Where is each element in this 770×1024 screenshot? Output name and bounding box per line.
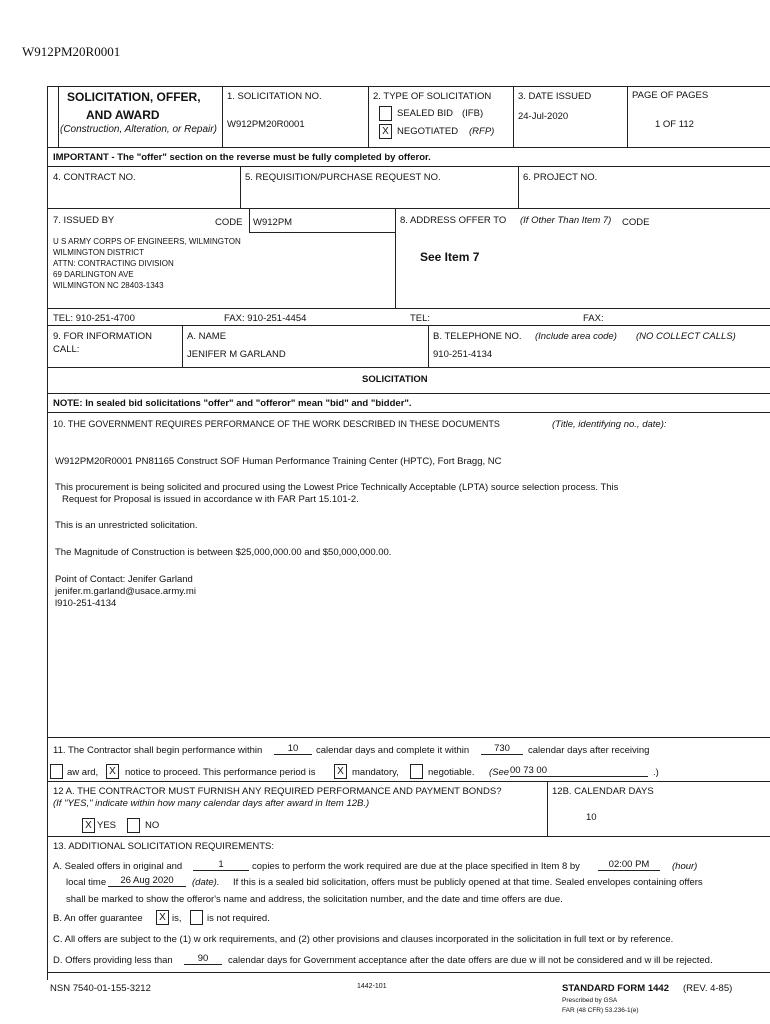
- address-offer-note: (If Other Than Item 7): [520, 215, 612, 226]
- footer-far: FAR (48 CFR) 53.236-1(e): [562, 1007, 639, 1014]
- info-phone-note1: (Include area code): [535, 331, 617, 342]
- row-line: [47, 325, 770, 326]
- copies-value[interactable]: 1: [193, 859, 249, 871]
- offer-fax: FAX:: [583, 313, 604, 324]
- info-phone-note2: (NO COLLECT CALLS): [636, 331, 736, 342]
- hour-label: (hour): [672, 861, 698, 872]
- issuer-address-line2: WILMINGTON DISTRICT: [53, 248, 144, 257]
- item13c-text: C. All offers are subject to the (1) w ork requirements, and (2) other provisions and clauses incorporated in the solicitation in full text or by reference.: [53, 934, 674, 945]
- negotiable-label: negotiable.: [428, 767, 475, 778]
- info-name-label: A. NAME: [187, 331, 227, 342]
- sealed-bid-abbr: (IFB): [462, 108, 484, 119]
- form-title-line1: SOLICITATION, OFFER,: [67, 90, 201, 104]
- bonds-no-checkbox[interactable]: [127, 818, 140, 833]
- item13a-text5: shall be marked to show the offeror's name and address, the solicitation number, and the date and time offers are due.: [66, 894, 563, 905]
- desc-procurement-line1: This procurement is being solicited and procured using the Lowest Price Technically Acceptable (LPTA) source selection process. This: [55, 482, 619, 493]
- item11-text2: calendar days and complete it within: [316, 745, 470, 756]
- document-header-code: W912PM20R0001: [22, 44, 121, 59]
- row-line: [47, 147, 770, 148]
- issued-by-code-value: W912PM: [253, 217, 293, 228]
- guarantee-not-checkbox[interactable]: [190, 910, 203, 925]
- divider: [222, 86, 223, 147]
- footer-code: 1442-101: [357, 983, 387, 990]
- item12b-value: 10: [586, 812, 597, 823]
- desc-procurement-line2: Request for Proposal is issued in accordance w ith FAR Part 15.101-2.: [62, 494, 359, 505]
- divider: [240, 166, 241, 208]
- divider: [547, 781, 548, 836]
- sealed-bid-label: SEALED BID: [397, 108, 453, 119]
- solicitation-type-label: 2. TYPE OF SOLICITATION: [373, 91, 492, 102]
- desc-unrestricted: This is an unrestricted solicitation.: [55, 520, 198, 531]
- footer-form: STANDARD FORM 1442: [562, 983, 669, 994]
- solicitation-section-heading: SOLICITATION: [362, 374, 428, 385]
- row-line: [47, 972, 770, 973]
- item11-text1: 11. The Contractor shall begin performance within: [53, 745, 263, 756]
- negotiated-label: NEGOTIATED: [397, 126, 459, 137]
- acceptance-days-value[interactable]: 90: [184, 953, 222, 965]
- divider: [368, 86, 369, 147]
- bonds-yes-checkbox[interactable]: X: [82, 818, 95, 833]
- contract-no-label: 4. CONTRACT NO.: [53, 172, 136, 183]
- issuer-address-line5: WILMINGTON NC 28403-1343: [53, 281, 164, 290]
- divider: [627, 86, 628, 147]
- desc-title: W912PM20R0001 PN81165 Construct SOF Human Performance Training Center (HPTC), Fort Bragg, NC: [55, 456, 502, 467]
- address-offer-value: See Item 7: [420, 250, 480, 264]
- row-line: [47, 781, 770, 782]
- row-line: [47, 367, 770, 368]
- see-label: (See: [489, 767, 510, 778]
- project-no-label: 6. PROJECT NO.: [523, 172, 598, 183]
- award-checkbox[interactable]: [50, 764, 63, 779]
- issuer-address-line3: ATTN: CONTRACTING DIVISION: [53, 259, 174, 268]
- item13d-text1: D. Offers providing less than: [53, 955, 173, 966]
- footer-prescribed: Prescribed by GSA: [562, 997, 618, 1004]
- page-of-pages-label: PAGE OF PAGES: [632, 90, 709, 101]
- item13a-text2: copies to perform the work required are due at the place specified in Item 8 by: [252, 861, 580, 872]
- row-line: [47, 308, 770, 309]
- guarantee-is-checkbox[interactable]: X: [156, 910, 169, 925]
- divider: [395, 208, 396, 308]
- issued-by-code-label: CODE: [215, 217, 243, 228]
- solicitation-no-value: W912PM20R0001: [227, 119, 305, 130]
- page-of-pages-value: 1 OF 112: [655, 119, 694, 130]
- divider: [513, 86, 514, 147]
- info-label-line1: 9. FOR INFORMATION: [53, 331, 153, 342]
- ntp-checkbox[interactable]: X: [106, 764, 119, 779]
- row-line: [47, 836, 770, 837]
- bonds-yes-label: YES: [97, 820, 117, 831]
- row-line: [47, 412, 770, 413]
- desc-poc-phone: l910-251-4134: [55, 598, 117, 609]
- issuer-address-line1: U S ARMY CORPS OF ENGINEERS, WILMINGTON: [53, 237, 241, 246]
- complete-days-value[interactable]: 730: [481, 743, 523, 755]
- item12a-note: (If "YES," indicate within how many calendar days after award in Item 12B.): [53, 798, 370, 809]
- sealed-bid-checkbox[interactable]: [379, 106, 392, 121]
- issuer-address-line4: 69 DARLINGTON AVE: [53, 270, 134, 279]
- see-close: .): [653, 767, 659, 778]
- date-label: (date).: [192, 877, 220, 888]
- address-offer-code-label: CODE: [622, 217, 650, 228]
- row-line: [47, 208, 770, 209]
- issuer-tel: TEL: 910-251-4700: [53, 313, 135, 324]
- form-left-border: [47, 86, 48, 980]
- issued-by-label: 7. ISSUED BY: [53, 215, 115, 226]
- form-title-line2: AND AWARD: [86, 108, 160, 122]
- due-time-value[interactable]: 02:00 PM: [598, 859, 660, 871]
- guarantee-is-label: is,: [172, 913, 182, 924]
- address-offer-label: 8. ADDRESS OFFER TO: [400, 215, 507, 226]
- item13-label: 13. ADDITIONAL SOLICITATION REQUIREMENTS:: [53, 841, 275, 852]
- ntp-label: notice to proceed. This performance period is: [125, 767, 316, 778]
- info-label-line2: CALL:: [53, 344, 80, 355]
- negotiable-checkbox[interactable]: [410, 764, 423, 779]
- date-issued-value: 24-Jul-2020: [518, 111, 569, 122]
- divider: [182, 325, 183, 367]
- divider: [518, 166, 519, 208]
- item12b-label: 12B. CALENDAR DAYS: [552, 786, 654, 797]
- item12a-label: 12 A. THE CONTRACTOR MUST FURNISH ANY REQUIRED PERFORMANCE AND PAYMENT BONDS?: [53, 786, 502, 797]
- mandatory-label: mandatory,: [352, 767, 399, 778]
- form-top-border: [47, 86, 770, 87]
- negotiated-abbr: (RFP): [469, 126, 495, 137]
- footer-rev: (REV. 4-85): [683, 983, 733, 994]
- due-date-value[interactable]: 26 Aug 2020: [108, 875, 186, 887]
- item13b-text1: B. An offer guarantee: [53, 913, 143, 924]
- row-line: [47, 166, 770, 167]
- issuer-fax: FAX: 910-251-4454: [224, 313, 307, 324]
- info-phone-label: B. TELEPHONE NO.: [433, 331, 522, 342]
- start-days-value[interactable]: 10: [274, 743, 312, 755]
- desc-poc-email: jenifer.m.garland@usace.army.mi: [55, 586, 196, 597]
- divider: [249, 208, 250, 232]
- see-reference[interactable]: 00 73 00: [510, 765, 648, 777]
- mandatory-checkbox[interactable]: X: [334, 764, 347, 779]
- offer-tel: TEL:: [410, 313, 431, 324]
- item11-text3: calendar days after receiving: [528, 745, 650, 756]
- info-phone-value: 910-251-4134: [433, 349, 493, 360]
- bonds-no-label: NO: [145, 820, 160, 831]
- row-line: [47, 737, 770, 738]
- footer-nsn: NSN 7540-01-155-3212: [50, 983, 151, 994]
- title-inner-border: [58, 86, 59, 147]
- local-time-label: local time: [66, 877, 107, 888]
- desc-magnitude: The Magnitude of Construction is between $25,000,000.00 and $50,000,000.00.: [55, 547, 392, 558]
- guarantee-not-label: is not required.: [207, 913, 270, 924]
- item13d-text2: calendar days for Government acceptance after the date offers are due w ill not be considered and w ill be rejected.: [228, 955, 713, 966]
- row-line: [47, 393, 770, 394]
- negotiated-checkbox[interactable]: X: [379, 124, 392, 139]
- row-line: [249, 232, 395, 233]
- solicitation-no-label: 1. SOLICITATION NO.: [227, 91, 322, 102]
- desc-poc: Point of Contact: Jenifer Garland: [55, 574, 193, 585]
- item13a-text4: If this is a sealed bid solicitation, offers must be publicly opened at that time. Sealed envelopes containing offers: [233, 877, 703, 888]
- important-notice: IMPORTANT - The "offer" section on the reverse must be fully completed by offeror.: [53, 152, 431, 163]
- date-issued-label: 3. DATE ISSUED: [518, 91, 592, 102]
- item10-note: (Title, identifying no., date):: [552, 419, 667, 430]
- divider: [428, 325, 429, 367]
- requisition-label: 5. REQUISITION/PURCHASE REQUEST NO.: [245, 172, 441, 183]
- item13a-text1: A. Sealed offers in original and: [53, 861, 183, 872]
- item10-label: 10. THE GOVERNMENT REQUIRES PERFORMANCE OF THE WORK DESCRIBED IN THESE DOCUMENTS: [53, 419, 500, 429]
- info-name-value: JENIFER M GARLAND: [187, 349, 286, 360]
- sealed-bid-note: NOTE: In sealed bid solicitations "offer" and "offeror" mean "bid" and "bidder".: [53, 398, 412, 409]
- form-title-line3: (Construction, Alteration, or Repair): [60, 124, 217, 135]
- award-label: aw ard,: [67, 767, 99, 778]
